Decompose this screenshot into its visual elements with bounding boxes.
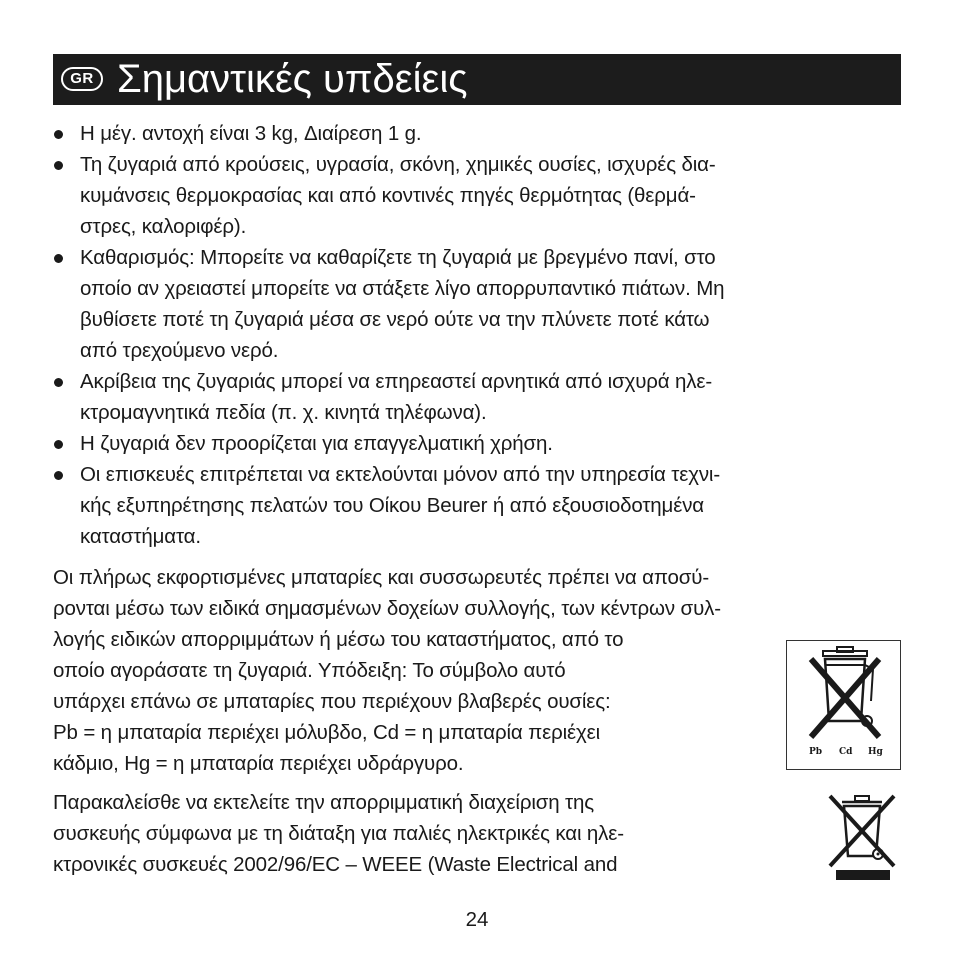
cadmium-label: Cd	[839, 747, 853, 757]
list-item	[53, 428, 905, 459]
text-line: καταστήματα.	[80, 525, 201, 548]
lead-label: Pb	[809, 747, 823, 757]
language-badge: GR	[61, 67, 103, 91]
text-line: Η ζυγαριά δεν προορίζεται για επαγγελματική χρήση.	[80, 432, 553, 455]
battery-disposal-paragraph	[53, 562, 903, 779]
weee-paragraph	[53, 787, 773, 880]
list-item	[53, 242, 905, 366]
text-line: συσκευής σύμφωνα με τη διάταξη για παλιές ηλεκτρικές και ηλε-	[53, 822, 624, 845]
text-line: οποίο αν χρειαστεί μπορείτε να στάξετε λίγο απορρυπαντικό πιάτων. Μη	[80, 277, 725, 300]
list-item	[53, 366, 905, 428]
text-line: λογής ειδικών απορριμμάτων ή μέσω του καταστήματος, από το	[53, 628, 624, 651]
text-line: Παρακαλείσθε να εκτελείτε την απορριμματική διαχείριση της	[53, 791, 594, 814]
crossed-out-bin-icon	[793, 645, 894, 745]
text-line: στρες, καλοριφέρ).	[80, 215, 247, 238]
weee-symbol	[826, 792, 898, 882]
text-line: κυμάνσεις θερμοκρασίας και από κοντινές πηγές θερμότητας (θερμά-	[80, 184, 696, 207]
page-title: Σημαντικές υπδείεις	[117, 57, 468, 101]
text-line: κής εξυπηρέτησης πελατών του Οίκου Beurer ή από εξουσιοδοτημένα	[80, 494, 705, 517]
text-line: Οι επισκευές επιτρέπεται να εκτελούνται μόνον από την υπηρεσία τεχνι-	[80, 463, 720, 486]
section-header	[53, 54, 901, 105]
text-line: βυθίσετε ποτέ τη ζυγαριά μέσα σε νερό ούτε να την πλύνετε ποτέ κάτω	[80, 308, 710, 331]
text-line: κτρομαγνητικά πεδία (π. χ. κινητά τηλέφωνα).	[80, 401, 487, 424]
mercury-label: Hg	[868, 747, 883, 757]
text-line: Καθαρισμός: Μπορείτε να καθαρίζετε τη ζυγαριά με βρεγμένο πανί, στο	[80, 246, 716, 269]
text-line: Pb = η μπαταρία περιέχει μόλυβδο, Cd = η μπαταρία περιέχει	[53, 721, 601, 744]
text-line: κάδμιο, Hg = η μπαταρία περιέχει υδράργυρο.	[53, 752, 464, 775]
page-number: 24	[465, 908, 489, 931]
text-line: ρονται μέσω των ειδικά σημασμένων δοχείων συλλογής, των κέντρων συλ-	[53, 597, 721, 620]
list-item	[53, 118, 905, 149]
text-line: υπάρχει επάνω σε μπαταρίες που περιέχουν βλαβερές ουσίες:	[53, 690, 611, 713]
battery-symbol-box	[786, 640, 901, 770]
text-line: Τη ζυγαριά από κρούσεις, υγρασία, σκόνη, χημικές ουσίες, ισχυρές δια-	[80, 153, 716, 176]
text-line: από τρεχούμενο νερό.	[80, 339, 279, 362]
notes-list	[53, 118, 905, 552]
list-item	[53, 149, 905, 242]
text-line: οποίο αγοράσατε τη ζυγαριά. Υπόδειξη: Το σύμβολο αυτό	[53, 659, 566, 682]
list-item	[53, 459, 905, 552]
weee-crossed-bin-icon	[826, 792, 898, 882]
text-line: Η μέγ. αντοχή είναι 3 kg, Διαίρεση 1 g.	[80, 122, 422, 145]
text-line: Οι πλήρως εκφορτισμένες μπαταρίες και συσσωρευτές πρέπει να αποσύ-	[53, 566, 710, 589]
text-line: Ακρίβεια της ζυγαριάς μπορεί να επηρεαστεί αρνητικά από ισχυρά ηλε-	[80, 370, 713, 393]
text-line: κτρονικές συσκευές 2002/96/EC – WEEE (Waste Electrical and	[53, 853, 618, 876]
